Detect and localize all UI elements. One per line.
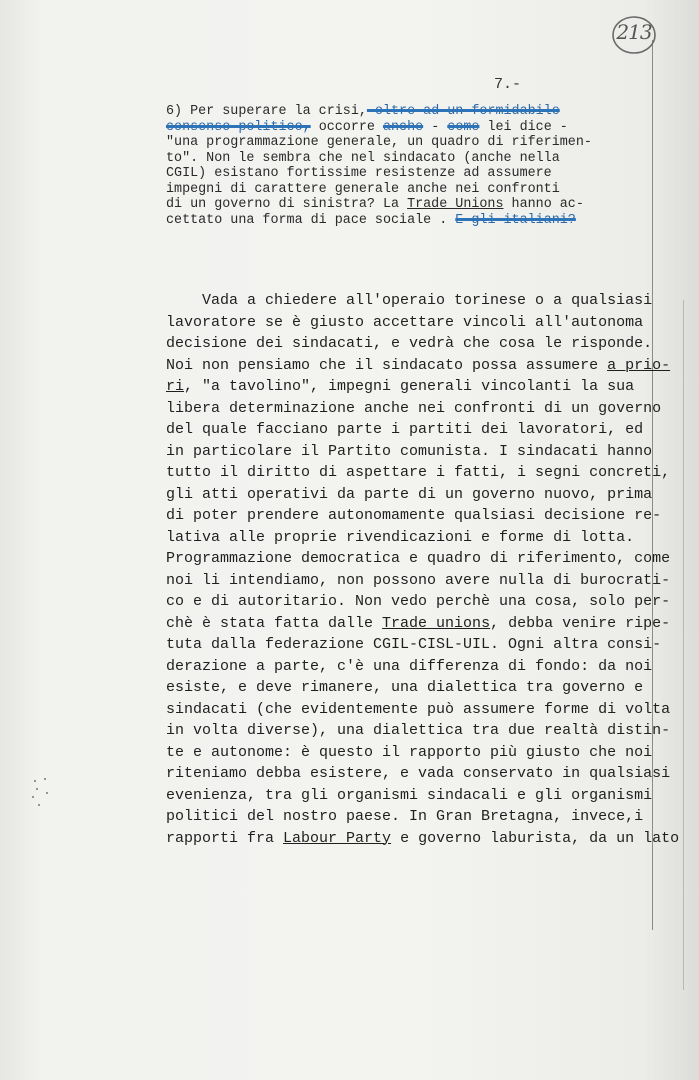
text-run: sindacati (che evidentemente può assumere forme di volta [166,700,671,718]
answer-line [166,656,656,678]
answer-line [166,634,662,656]
struck-text: come [447,119,480,135]
text-run: riteniamo debba esistere, e vada conservato in qualsiasi [166,765,671,782]
margin-mark [46,792,48,794]
answer-line [166,677,656,699]
text-run: di poter prendere autonomamente qualsiasi decisione re- [166,507,662,524]
page-edge-shadow [683,300,684,990]
folio-number: 213 [616,20,652,44]
text-run: "una programmazione generale, un quadro di riferimen- [166,135,592,150]
answer-line [166,355,671,377]
margin-mark [44,778,46,780]
answer-line [166,462,671,484]
answer-line [166,376,656,398]
answer-line [166,763,671,785]
text-run: derazione a parte, c'è una differenza di fondo: da noi [166,657,653,675]
struck-text: oltre ad un formidabile [366,104,560,119]
text-run: co e di autoritario. Non vedo perchè una cosa, solo per- [166,593,671,610]
text-run: Noi non pensiamo che il sindacato possa assumere [166,356,608,374]
struck-text: anche [382,119,424,135]
text-run: in particolare il Partito comunista. I sindacati hanno [166,442,653,460]
question-line [166,182,646,198]
text-run: impegni di carattere generale anche nei confronti [166,181,560,197]
text-run: noi li intendiamo, non possono avere nulla di burocrati- [166,571,671,589]
text-run: e governo laburista, da un lato [391,829,680,847]
text-run: occorre [310,119,383,135]
text-run: rapporti fra [166,829,284,847]
text-run: te e autonome: è questo il rapporto più giusto che noi [166,743,653,761]
text-run: in volta diverse), una dialettica tra due realtà distin- [166,722,671,739]
answer-line [166,785,656,807]
folio-stamp [611,14,657,56]
answer-line [166,312,656,334]
interview-question [166,104,646,228]
text-run: CGIL) esistano fortissime resistenze ad assumere [166,166,552,181]
text-run: tutto il diritto di aspettare i fatti, i segni concreti, [166,464,671,481]
text-run: lei dice - [479,119,568,135]
text-run: tuta dalla federazione CGIL-CISL-UIL. Ogni altra consi- [166,636,662,653]
text-run: di un governo di sinistra? La [166,197,408,212]
text-run: chè è stata fatta dalle [166,614,383,632]
text-run: esiste, e deve rimanere, una dialettica tra governo e [166,679,644,696]
answer-line [166,398,662,420]
answer-line [166,419,656,441]
answer-line [166,613,671,635]
answer-line [166,333,656,355]
answer-line [166,699,671,721]
text-run: del quale facciano parte i partiti dei lavoratori, ed [166,421,644,438]
text-run: libera determinazione anche nei confronti di un governo [166,399,662,417]
text-run: gli atti operativi da parte di un governo nuovo, prima [166,485,653,503]
text-run: lativa alle proprie rivendicazioni e forme di lotta. [166,528,635,546]
question-line [166,213,646,229]
answer-line [166,484,656,506]
answer-line [166,527,656,549]
text-run: lavoratore se è giusto accettare vincoli all'autonoma [166,313,644,331]
margin-mark [36,788,38,790]
question-line [166,135,646,151]
answer-line [166,441,656,463]
struck-text: E gli italiani? [455,212,576,228]
text-run: 6) Per superare la crisi, [166,104,367,119]
text-run: evenienza, tra gli organismi sindacali e gli organismi [166,786,653,804]
text-run: politici del nostro paese. In Gran Bretagna, invece,i [166,808,644,825]
text-run: Programmazione democratica e quadro di riferimento, come [166,550,671,567]
underlined-text: ri [166,378,185,395]
text-run: cettato una forma di pace sociale . [166,212,456,228]
text-run: Vada a chiedere all'operaio torinese o a qualsiasi [166,292,653,309]
margin-mark [32,796,34,798]
answer-line [166,742,656,764]
answer-line [166,548,671,570]
text-run: , "a tavolino", impegni generali vincolanti la sua [184,378,635,395]
text-run: , debba venire ripe- [490,614,671,632]
question-line [166,197,646,213]
question-line [166,104,646,120]
underlined-text: Labour Party [283,829,392,847]
answer-line [166,828,680,850]
question-line [166,151,646,167]
margin-mark [34,780,36,782]
answer-line [166,290,656,312]
answer-line [166,505,662,527]
underlined-text: a prio- [607,356,671,374]
text-run: - [423,119,448,135]
answer-line [166,806,656,828]
page-number: 7.- [494,76,522,93]
answer-line [166,720,671,742]
question-line [166,120,646,136]
answer-line [166,570,671,592]
underlined-text: Trade Unions [407,197,504,212]
text-run: to". Non le sembra che nel sindacato (anche nella [166,150,560,166]
question-line [166,166,646,182]
margin-mark [38,804,40,806]
text-run: hanno ac- [503,197,584,212]
struck-text: consenso politico, [166,119,311,135]
underlined-text: Trade unions [382,614,491,632]
answer-line [166,591,671,613]
text-run: decisione dei sindacati, e vedrà che cosa le risponde. [166,335,653,352]
interview-answer [166,290,680,849]
